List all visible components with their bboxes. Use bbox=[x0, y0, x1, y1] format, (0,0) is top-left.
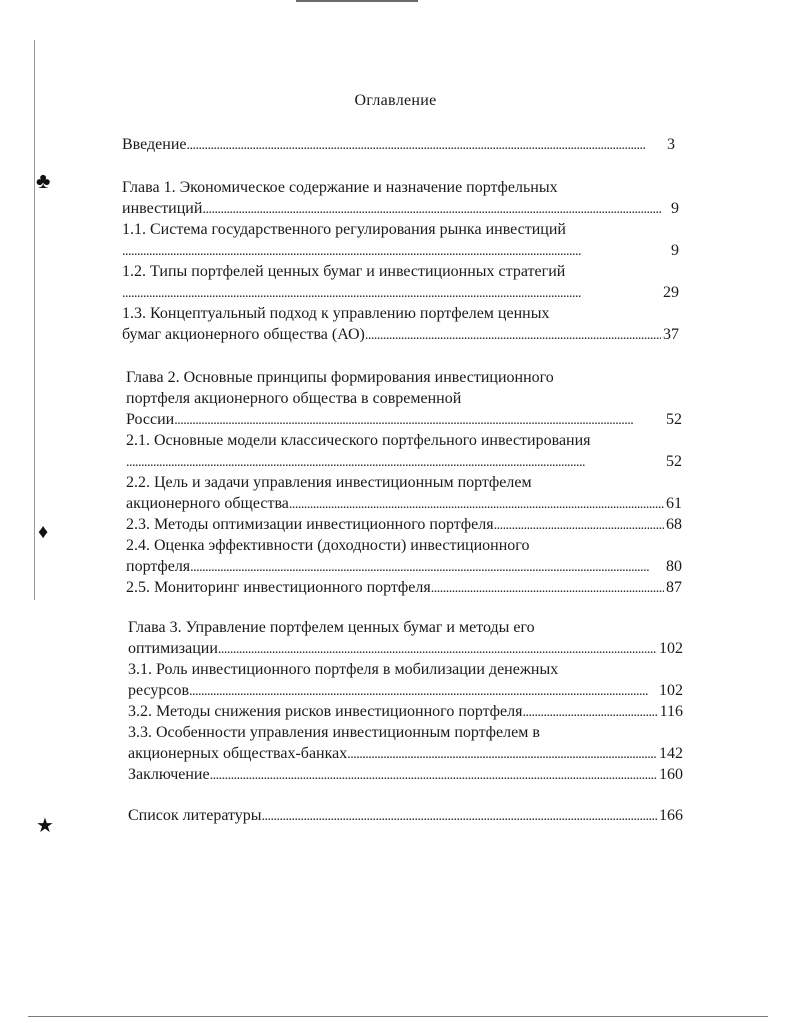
leader-dots bbox=[202, 198, 669, 219]
leader-dots bbox=[189, 680, 657, 701]
chapter-heading: Глава 2. Основные принципы формирования инвестиционного bbox=[126, 369, 554, 386]
ink-blot-icon: ♦ bbox=[38, 521, 49, 543]
toc-page-number: 61 bbox=[666, 495, 682, 512]
toc-page-number: 68 bbox=[666, 516, 682, 533]
toc-section-1-2: 1.2. Типы портфелей ценных бумаг и инвестиционных стратегий bbox=[122, 263, 566, 280]
leader-dots bbox=[174, 409, 664, 430]
toc-entry bbox=[128, 638, 683, 659]
toc-page-number: 52 bbox=[666, 411, 682, 428]
toc-page-number: 3 bbox=[667, 136, 675, 153]
toc-section-1-1: 1.1. Система государственного регулирования рынка инвестиций bbox=[122, 221, 566, 238]
toc-page-number: 142 bbox=[659, 745, 683, 762]
leader-dots bbox=[122, 282, 661, 303]
chapter-heading: Глава 3. Управление портфелем ценных бумаг и методы его bbox=[128, 619, 535, 636]
toc-chapter-3 bbox=[128, 617, 683, 785]
toc-section-2-4: 2.4. Оценка эффективности (доходности) инвестиционного bbox=[126, 537, 530, 554]
ink-blot-icon: ★ bbox=[36, 815, 54, 837]
toc-page-number: 9 bbox=[671, 242, 679, 259]
toc-entry-label: акционерных обществах-банках bbox=[128, 745, 348, 762]
toc-entry bbox=[122, 198, 679, 219]
ink-blot-icon: ♣ bbox=[36, 168, 51, 193]
leader-dots bbox=[190, 556, 664, 577]
toc-page-number: 102 bbox=[659, 640, 683, 657]
leader-dots bbox=[187, 134, 666, 155]
toc-entry bbox=[128, 764, 683, 785]
toc-entry bbox=[122, 134, 675, 155]
toc-entry bbox=[122, 282, 679, 303]
leader-dots bbox=[365, 324, 661, 345]
toc-page-number: 52 bbox=[666, 453, 682, 470]
toc-chapter-1 bbox=[122, 177, 679, 345]
chapter-heading: Глава 1. Экономическое содержание и назначение портфельных bbox=[122, 179, 558, 196]
chapter-heading-end: инвестиций bbox=[122, 200, 203, 217]
toc-entry bbox=[122, 324, 679, 345]
toc-section-2-2: 2.2. Цель и задачи управления инвестиционным портфелем bbox=[126, 474, 532, 491]
chapter-heading-end: России bbox=[126, 411, 175, 428]
page-title: Оглавление bbox=[354, 92, 437, 109]
leader-dots bbox=[218, 638, 657, 659]
toc-section-3-3: 3.3. Особенности управления инвестиционным портфелем в bbox=[128, 724, 540, 741]
toc-page-number: 80 bbox=[666, 558, 682, 575]
toc-page-number: 160 bbox=[659, 766, 683, 783]
leader-dots bbox=[289, 493, 664, 514]
toc-entry bbox=[126, 577, 682, 598]
toc-entry bbox=[126, 493, 682, 514]
toc-section-1-3: 1.3. Концептуальный подход к управлению портфелем ценных bbox=[122, 305, 550, 322]
chapter-heading-line2: портфеля акционерного общества в современной bbox=[126, 390, 462, 407]
toc-entry-label: ресурсов bbox=[128, 682, 190, 699]
toc-entry bbox=[122, 240, 679, 261]
chapter-heading-end: оптимизации bbox=[128, 640, 218, 657]
toc-page-number: 102 bbox=[659, 682, 683, 699]
leader-dots bbox=[431, 577, 664, 598]
leader-dots bbox=[122, 240, 669, 261]
toc-entry bbox=[126, 451, 682, 472]
toc-entry-label: Список литературы bbox=[128, 807, 262, 824]
scan-artifact-top bbox=[296, 0, 418, 2]
toc-entry-label: Введение bbox=[122, 136, 187, 153]
toc-entry bbox=[128, 680, 683, 701]
leader-dots bbox=[347, 743, 657, 764]
toc-entry bbox=[128, 743, 683, 764]
toc-entry bbox=[126, 409, 682, 430]
toc-page-number: 116 bbox=[659, 703, 683, 720]
toc-entry-label: 2.5. Мониторинг инвестиционного портфеля bbox=[126, 579, 431, 596]
toc-entry-label: портфеля bbox=[126, 558, 191, 575]
leader-dots bbox=[126, 451, 664, 472]
toc-entry-label: 2.3. Методы оптимизации инвестиционного портфеля bbox=[126, 516, 494, 533]
toc-page-number: 166 bbox=[659, 807, 683, 824]
toc-entry-label: бумаг акционерного общества (АО) bbox=[122, 326, 365, 343]
leader-dots bbox=[494, 514, 664, 535]
toc-entry-label: акционерного общества bbox=[126, 495, 289, 512]
leader-dots bbox=[262, 805, 657, 826]
toc-entry bbox=[128, 701, 683, 722]
toc-page-number: 9 bbox=[671, 200, 679, 217]
toc-page-number: 29 bbox=[663, 284, 679, 301]
toc-entry-label: 3.2. Методы снижения рисков инвестиционного портфеля bbox=[128, 703, 523, 720]
toc-page-number: 37 bbox=[663, 326, 679, 343]
toc-entry bbox=[128, 805, 683, 826]
toc-chapter-2 bbox=[126, 367, 682, 598]
leader-dots bbox=[522, 701, 657, 722]
toc-section-2-1: 2.1. Основные модели классического портфельного инвестирования bbox=[126, 432, 591, 449]
toc-entry bbox=[126, 514, 682, 535]
toc-intro bbox=[122, 134, 675, 155]
scan-artifact-left bbox=[34, 40, 35, 600]
leader-dots bbox=[210, 764, 657, 785]
toc-entry-label: Заключение bbox=[128, 766, 210, 783]
toc-section-3-1: 3.1. Роль инвестиционного портфеля в мобилизации денежных bbox=[128, 661, 559, 678]
scan-artifact-bottom bbox=[28, 1016, 768, 1017]
toc-references bbox=[128, 805, 683, 826]
toc-page-number: 87 bbox=[666, 579, 682, 596]
toc-entry bbox=[126, 556, 682, 577]
